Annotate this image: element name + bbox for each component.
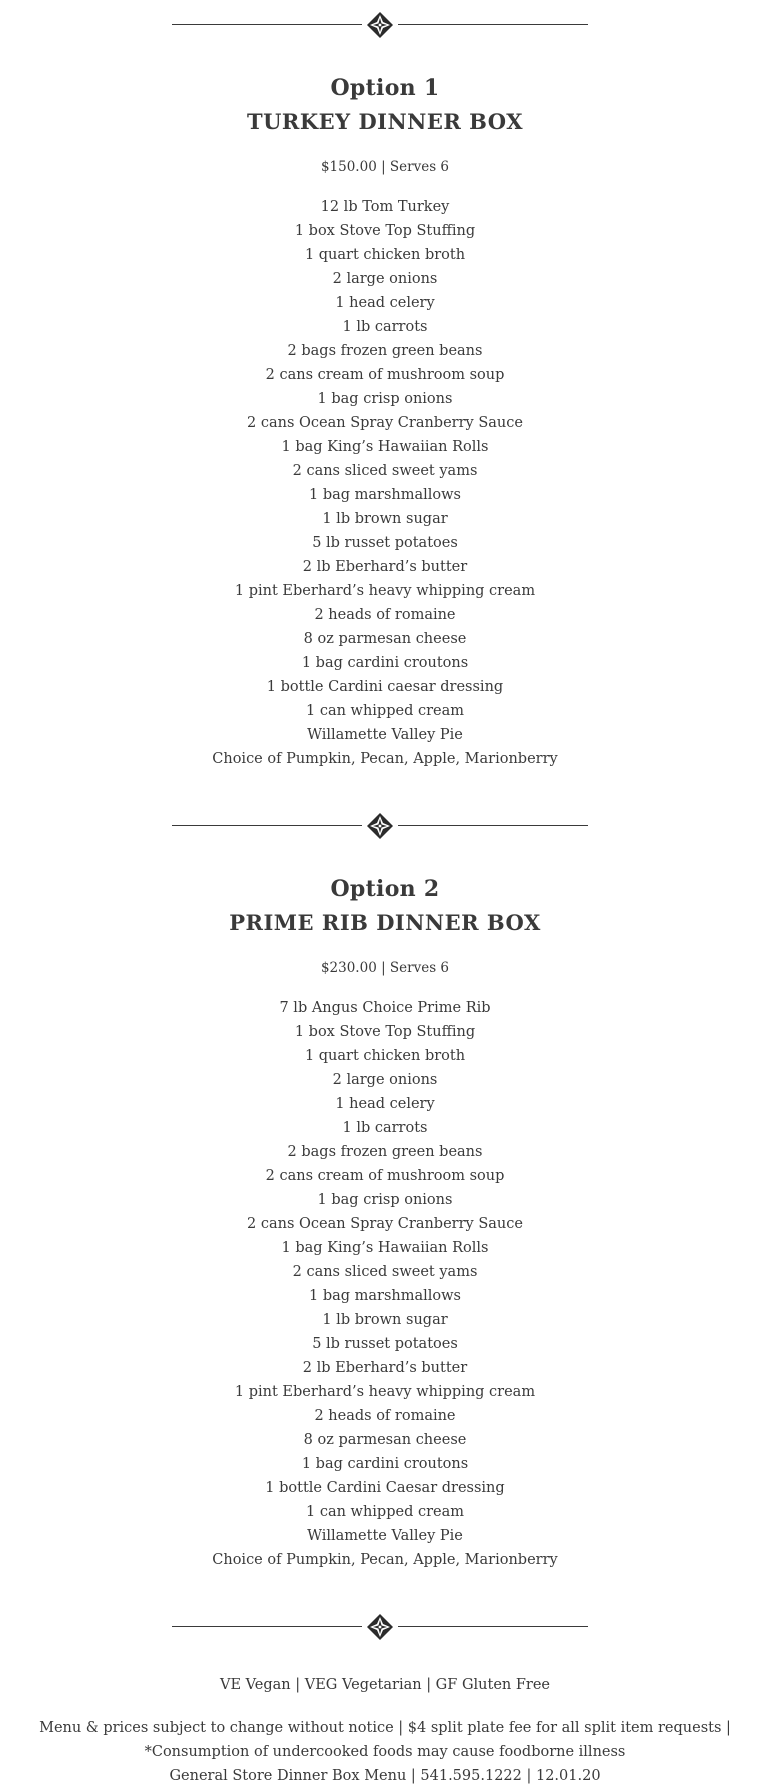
list-item: 1 quart chicken broth [304, 247, 466, 263]
menu-contact-line: General Store Dinner Box Menu | 541.595.1222 | 12.01.20 [169, 1768, 601, 1784]
list-item: 1 bag marshmallows [308, 1288, 461, 1304]
list-item: 2 bags frozen green beans [287, 343, 483, 359]
divider-rule [398, 825, 588, 826]
price-serves: $230.00 | Serves 6 [320, 960, 450, 976]
section-divider [172, 811, 588, 841]
food-safety-notice: *Consumption of undercooked foods may cause foodborne illness [144, 1744, 626, 1760]
price-serves: $150.00 | Serves 6 [320, 159, 450, 175]
list-item: 2 bags frozen green beans [287, 1144, 483, 1160]
section-divider [172, 10, 588, 40]
list-item: 2 heads of romaine [314, 607, 456, 623]
section-divider [172, 1612, 588, 1642]
list-item: 1 pint Eberhard’s heavy whipping cream [234, 583, 536, 599]
list-item: Willamette Valley Pie [307, 727, 463, 743]
list-item: 2 large onions [332, 271, 438, 287]
list-item: 5 lb russet potatoes [312, 1336, 458, 1352]
list-item: 1 lb brown sugar [322, 511, 448, 527]
divider-rule [398, 24, 588, 25]
list-item: 1 bag King’s Hawaiian Rolls [281, 439, 489, 455]
list-item: 5 lb russet potatoes [312, 535, 458, 551]
list-item: Choice of Pumpkin, Pecan, Apple, Marionberry [212, 751, 558, 767]
list-item: 1 bag cardini croutons [301, 655, 469, 671]
item-list [0, 195, 770, 771]
list-item: 1 bottle Cardini Caesar dressing [265, 1480, 505, 1496]
list-item: 1 box Stove Top Stuffing [294, 1024, 476, 1040]
list-item: 12 lb Tom Turkey [320, 199, 450, 215]
list-item: 1 quart chicken broth [304, 1048, 466, 1064]
list-item: 2 cans cream of mushroom soup [265, 367, 505, 383]
list-item: 8 oz parmesan cheese [303, 631, 467, 647]
list-item: 1 bag crisp onions [317, 391, 453, 407]
list-item: 2 cans Ocean Spray Cranberry Sauce [247, 1216, 523, 1232]
option-label: Option 2 [330, 876, 440, 902]
list-item: 1 can whipped cream [306, 1504, 464, 1520]
divider-rule [172, 1626, 362, 1627]
option-1-section [0, 71, 770, 771]
box-title: TURKEY DINNER BOX [246, 109, 523, 134]
list-item: 1 bottle Cardini caesar dressing [266, 679, 504, 695]
list-item: 2 lb Eberhard’s butter [302, 559, 468, 575]
compass-star-icon [366, 1613, 394, 1641]
list-item: 1 bag King’s Hawaiian Rolls [281, 1240, 489, 1256]
list-item: 2 cans Ocean Spray Cranberry Sauce [247, 415, 523, 431]
menu-footer [0, 1673, 770, 1788]
list-item: 1 head celery [335, 1096, 435, 1112]
list-item: 2 cans sliced sweet yams [292, 1264, 478, 1280]
menu-notice: Menu & prices subject to change without notice | $4 split plate fee for all split item requests | [39, 1720, 731, 1736]
divider-rule [398, 1626, 588, 1627]
option-label: Option 1 [330, 75, 440, 101]
divider-rule [172, 825, 362, 826]
list-item: 1 pint Eberhard’s heavy whipping cream [234, 1384, 536, 1400]
dietary-legend: VE Vegan | VEG Vegetarian | GF Gluten Free [219, 1677, 551, 1693]
list-item: 1 box Stove Top Stuffing [294, 223, 476, 239]
box-title: PRIME RIB DINNER BOX [229, 910, 541, 935]
list-item: 2 cans cream of mushroom soup [265, 1168, 505, 1184]
list-item: 2 cans sliced sweet yams [292, 463, 478, 479]
list-item: 1 lb carrots [342, 319, 428, 335]
list-item: 1 bag cardini croutons [301, 1456, 469, 1472]
list-item: Choice of Pumpkin, Pecan, Apple, Marionberry [212, 1552, 558, 1568]
list-item: 2 lb Eberhard’s butter [302, 1360, 468, 1376]
list-item: 1 bag crisp onions [317, 1192, 453, 1208]
list-item: 1 lb brown sugar [322, 1312, 448, 1328]
list-item: 2 large onions [332, 1072, 438, 1088]
list-item: Willamette Valley Pie [307, 1528, 463, 1544]
compass-star-icon [366, 812, 394, 840]
list-item: 7 lb Angus Choice Prime Rib [279, 1000, 491, 1016]
option-2-section [0, 872, 770, 1572]
list-item: 1 can whipped cream [306, 703, 464, 719]
list-item: 1 head celery [335, 295, 435, 311]
list-item: 8 oz parmesan cheese [303, 1432, 467, 1448]
list-item: 1 bag marshmallows [308, 487, 461, 503]
item-list [0, 996, 770, 1572]
list-item: 1 lb carrots [342, 1120, 428, 1136]
divider-rule [172, 24, 362, 25]
compass-star-icon [366, 11, 394, 39]
list-item: 2 heads of romaine [314, 1408, 456, 1424]
